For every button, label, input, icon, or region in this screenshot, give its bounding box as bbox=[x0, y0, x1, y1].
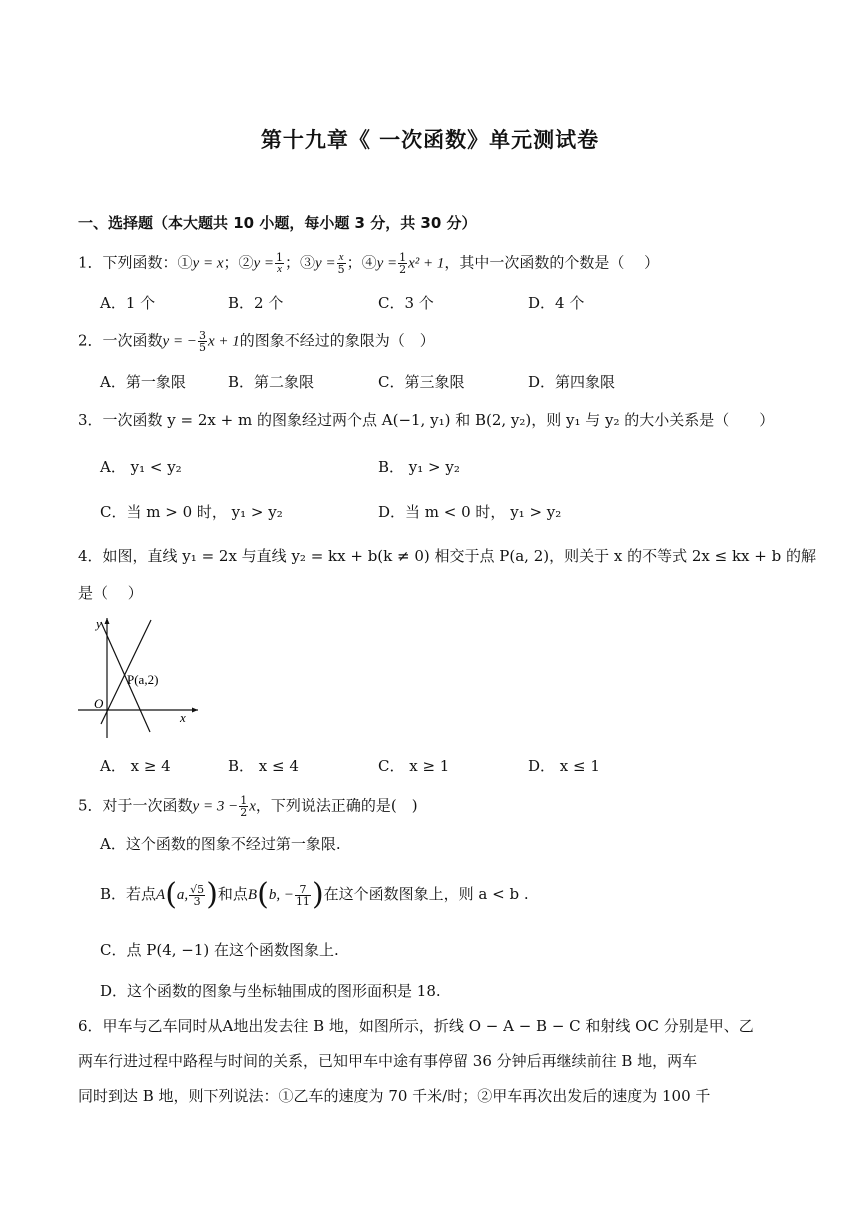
question-4-line-1: 4．如图，直线 y₁ = 2x 与直线 y₂ = kx + b(k ≠ 0) 相交于点 P(a, 2)，则关于 x 的不等式 2x ≤ kx + b 的解 bbox=[78, 547, 816, 565]
q1-formula-3-lhs: y = bbox=[315, 255, 336, 272]
paren-open: ( bbox=[165, 877, 177, 912]
q5-b-a-fraction bbox=[189, 884, 205, 907]
numerator: 1 bbox=[240, 794, 248, 807]
q5-formula-rest: x bbox=[249, 798, 256, 815]
paren-close: ) bbox=[206, 877, 218, 912]
section-heading: 一、选择题（本大题共 10 小题，每小题 3 分，共 30 分） bbox=[78, 214, 477, 232]
fig-x-label: x bbox=[180, 710, 186, 725]
q1-option-a[interactable]: A．1 个 bbox=[100, 294, 156, 312]
q1-option-d[interactable]: D．4 个 bbox=[528, 294, 585, 312]
numerator: 3 bbox=[198, 329, 206, 342]
q2-option-c[interactable]: C．第三象限 bbox=[378, 373, 465, 391]
numerator: x bbox=[337, 252, 346, 264]
numerator: 1 bbox=[399, 251, 407, 264]
q5-b-b-coord: b, − bbox=[268, 887, 294, 903]
q1-fraction-4 bbox=[398, 252, 407, 275]
q5-b-prefix: B．若点 bbox=[100, 885, 157, 903]
q5-formula-lhs: y = 3 − bbox=[192, 798, 239, 815]
paren-open: ( bbox=[257, 877, 269, 912]
question-6-line-1: 6．甲车与乙车同时从A地出发去往 B 地，如图所示，折线 O − A − B − C 和射线 OC 分别是甲、乙 bbox=[78, 1017, 754, 1035]
q4-figure bbox=[76, 614, 200, 742]
q4-option-b[interactable]: B． x ≤ 4 bbox=[228, 757, 299, 775]
page-title: 第十九章《 一次函数》单元测试卷 bbox=[260, 128, 600, 152]
q1-formula-4-rest: x² + 1 bbox=[408, 255, 445, 272]
y-axis-arrow bbox=[105, 618, 110, 624]
q1-formula-4-lhs: y = bbox=[376, 255, 398, 272]
q2-formula-lhs: y = − bbox=[162, 333, 197, 350]
fig-origin-label: O bbox=[94, 696, 104, 711]
q4-option-d[interactable]: D． x ≤ 1 bbox=[528, 757, 600, 775]
paren-close: ) bbox=[311, 877, 324, 912]
q2-formula-rest: x + 1 bbox=[207, 333, 240, 350]
question-2 bbox=[78, 330, 435, 353]
q2-suffix: 的图象不经过的象限为（ ） bbox=[239, 331, 435, 350]
q3-option-a[interactable]: A． y₁ < y₂ bbox=[100, 458, 182, 476]
q1-sep: ；② bbox=[223, 253, 254, 272]
denominator: x bbox=[277, 263, 282, 275]
q2-option-d[interactable]: D．第四象限 bbox=[528, 373, 616, 391]
q1-sep: ；③ bbox=[285, 253, 316, 272]
numerator: 1 bbox=[276, 251, 284, 264]
q1-formula-2-lhs: y = bbox=[253, 255, 275, 272]
numerator: √5 bbox=[190, 882, 205, 896]
q5-b-suffix: 在这个函数图象上，则 a < b . bbox=[323, 885, 529, 903]
denominator: 5 bbox=[198, 341, 206, 354]
q3-option-d[interactable]: D．当 m < 0 时， y₁ > y₂ bbox=[378, 503, 562, 521]
q1-suffix: ，其中一次函数的个数是（ ） bbox=[444, 253, 660, 272]
question-6-line-2: 两车行进过程中路程与时间的关系，已知甲车中途有事停留 36 分钟后再继续前往 B 地，两车 bbox=[78, 1052, 698, 1070]
denominator: 5 bbox=[337, 263, 345, 276]
question-6-line-3: 同时到达 B 地，则下列说法：①乙车的速度为 70 千米/时；②甲车再次出发后的速度为 100 千 bbox=[78, 1087, 711, 1105]
q2-fraction bbox=[198, 330, 207, 353]
denominator: 2 bbox=[399, 263, 407, 276]
q5-b-mid: 和点 bbox=[217, 885, 248, 903]
q5-b-point-b: B bbox=[247, 887, 258, 903]
q5-b-b-fraction bbox=[295, 884, 311, 907]
q5-option-c[interactable]: C．点 P(4, −1) 在这个函数图象上. bbox=[100, 941, 339, 959]
q1-fraction-2 bbox=[275, 252, 284, 275]
q5-b-point-a: A bbox=[156, 887, 166, 903]
question-3: 3．一次函数 y = 2x + m 的图象经过两个点 A(−1, y₁) 和 B(2, y₂)，则 y₁ 与 y₂ 的大小关系是（ ） bbox=[78, 411, 775, 429]
q5-fraction bbox=[239, 795, 248, 818]
q1-prefix: 1．下列函数：① bbox=[78, 253, 193, 272]
q5-b-a-coord: a, bbox=[176, 887, 189, 903]
question-5 bbox=[78, 795, 418, 818]
fig-point-label: P(a,2) bbox=[127, 672, 159, 687]
question-4-line-2: 是（ ） bbox=[78, 584, 143, 602]
numerator: 7 bbox=[295, 884, 311, 896]
q1-option-c[interactable]: C．3 个 bbox=[378, 294, 434, 312]
q3-option-c[interactable]: C．当 m > 0 时， y₁ > y₂ bbox=[100, 503, 283, 521]
q1-fraction-3 bbox=[337, 252, 346, 275]
fig-y-label: y bbox=[96, 616, 102, 631]
q2-prefix: 2．一次函数 bbox=[78, 331, 163, 350]
q5-option-b[interactable] bbox=[100, 874, 529, 915]
q5-option-d[interactable]: D．这个函数的图象与坐标轴围成的图形面积是 18. bbox=[100, 982, 441, 1000]
question-1 bbox=[78, 252, 659, 275]
q3-option-b[interactable]: B． y₁ > y₂ bbox=[378, 458, 460, 476]
q2-option-a[interactable]: A．第一象限 bbox=[100, 373, 186, 391]
q5-suffix: ，下列说法正确的是( ) bbox=[255, 796, 418, 815]
q1-formula-1: y = x bbox=[192, 255, 224, 272]
denominator: 3 bbox=[193, 894, 201, 908]
q5-option-a[interactable]: A．这个函数的图象不经过第一象限. bbox=[100, 835, 341, 853]
denominator: 2 bbox=[240, 806, 248, 819]
q4-option-c[interactable]: C． x ≥ 1 bbox=[378, 757, 450, 775]
q1-sep: ；④ bbox=[346, 253, 377, 272]
q5-prefix: 5．对于一次函数 bbox=[78, 796, 193, 815]
denominator: 11 bbox=[295, 894, 310, 908]
x-axis-arrow bbox=[192, 708, 198, 713]
q1-option-b[interactable]: B．2 个 bbox=[228, 294, 284, 312]
q2-option-b[interactable]: B．第二象限 bbox=[228, 373, 315, 391]
q4-option-a[interactable]: A． x ≥ 4 bbox=[100, 757, 171, 775]
